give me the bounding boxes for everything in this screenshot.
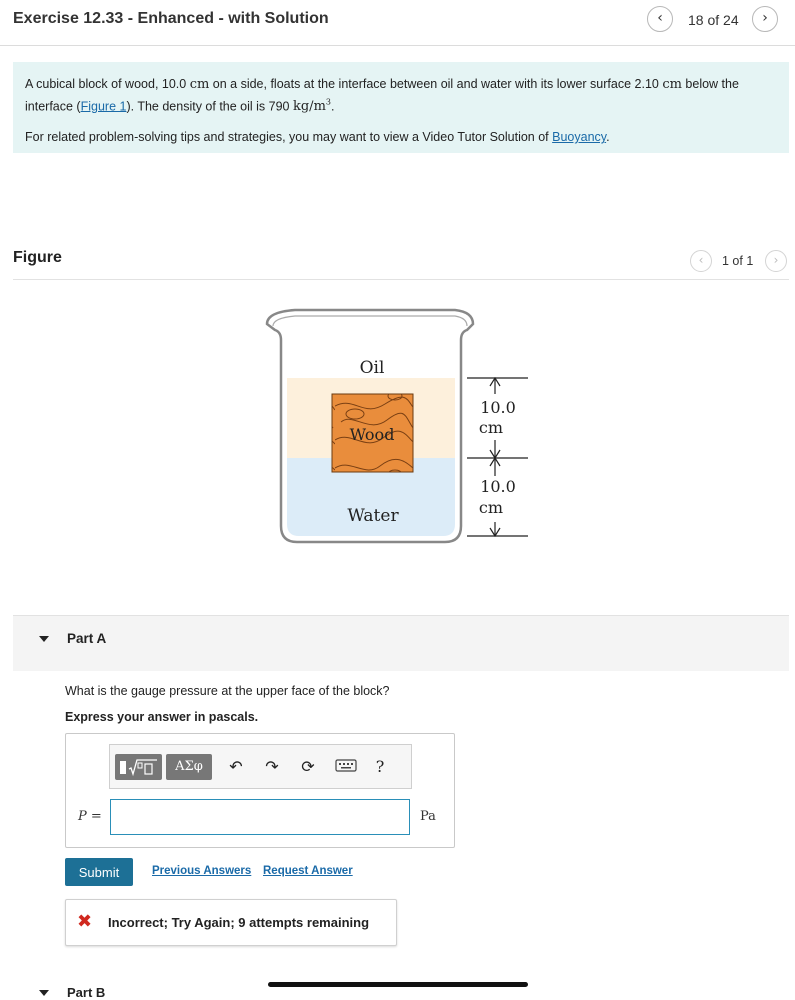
reset-icon[interactable]: ⟳ <box>301 757 315 776</box>
error-x-icon: ✖ <box>77 911 93 932</box>
question-text: What is the gauge pressure at the upper face of the block? <box>65 684 390 698</box>
chevron-left-icon: ‹ <box>698 253 704 267</box>
chevron-right-icon: › <box>762 10 768 26</box>
answer-box <box>65 733 455 848</box>
instruction-text: Express your answer in pascals. <box>65 710 259 724</box>
variable-label: P = <box>78 809 102 824</box>
related-text: For related problem-solving tips and strategies, you may want to view a Video Tutor Solution of Buoyancy. <box>25 130 610 145</box>
next-exercise-button[interactable] <box>752 6 778 32</box>
greek-symbols-button[interactable]: ΑΣφ <box>166 754 212 780</box>
figure-counter: 1 of 1 <box>722 254 754 268</box>
next-figure-button[interactable] <box>765 250 787 272</box>
unit-label: Pa <box>420 809 436 824</box>
beaker-rim <box>273 316 467 326</box>
exercise-title: Exercise 12.33 - Enhanced - with Solution <box>13 10 329 27</box>
figure-link[interactable]: Figure 1 <box>80 99 127 114</box>
template-icon <box>115 754 162 780</box>
oil-label: Oil <box>359 358 385 378</box>
dim-top-unit: cm <box>478 418 504 437</box>
caret-down-icon[interactable] <box>39 990 49 996</box>
previous-answers-link[interactable]: Previous Answers <box>152 865 252 877</box>
chevron-right-icon: › <box>773 253 779 267</box>
undo-icon[interactable]: ↶ <box>229 757 243 776</box>
figure-title: Figure <box>13 249 62 266</box>
part-a-label: Part A <box>67 631 107 646</box>
part-a-header[interactable] <box>13 616 789 671</box>
keyboard-shape <box>335 758 357 772</box>
keyboard-icon[interactable] <box>334 756 358 778</box>
part-b-label: Part B <box>67 985 106 1000</box>
prev-figure-button[interactable] <box>690 250 712 272</box>
redo-icon[interactable]: ↷ <box>265 757 279 776</box>
problem-text: A cubical block of wood, 10.0 cm on a side, floats at the interface between oil and water with its lower surface 2.10 cm below the interface (Figure 1). The density of the oil is 790 $kg/m^3$. <box>25 77 739 115</box>
buoyancy-link[interactable]: Buoyancy <box>552 130 607 145</box>
template-button[interactable] <box>115 754 162 780</box>
header-bar <box>0 0 795 46</box>
chevron-left-icon: ‹ <box>657 10 663 26</box>
beaker-figure <box>255 300 545 550</box>
figure-divider <box>13 279 789 280</box>
problem-statement <box>13 62 789 153</box>
prev-exercise-button[interactable] <box>647 6 673 32</box>
scrollbar[interactable] <box>268 982 528 987</box>
caret-down-icon[interactable] <box>39 636 49 642</box>
help-button[interactable]: ? <box>375 757 385 776</box>
answer-input[interactable] <box>110 799 410 835</box>
exercise-counter: 18 of 24 <box>688 12 739 28</box>
water-label: Water <box>347 506 399 526</box>
submit-button[interactable]: Submit <box>65 858 133 886</box>
dim-bottom-value: 10.0 <box>480 477 516 496</box>
dim-top-value: 10.0 <box>480 398 516 417</box>
wood-label: Wood <box>349 425 395 444</box>
feedback-text: Incorrect; Try Again; 9 attempts remaining <box>108 915 370 930</box>
math-toolbar <box>109 744 412 789</box>
request-answer-link[interactable]: Request Answer <box>263 865 353 877</box>
feedback-message <box>65 899 397 946</box>
dim-bottom-unit: cm <box>478 498 504 517</box>
